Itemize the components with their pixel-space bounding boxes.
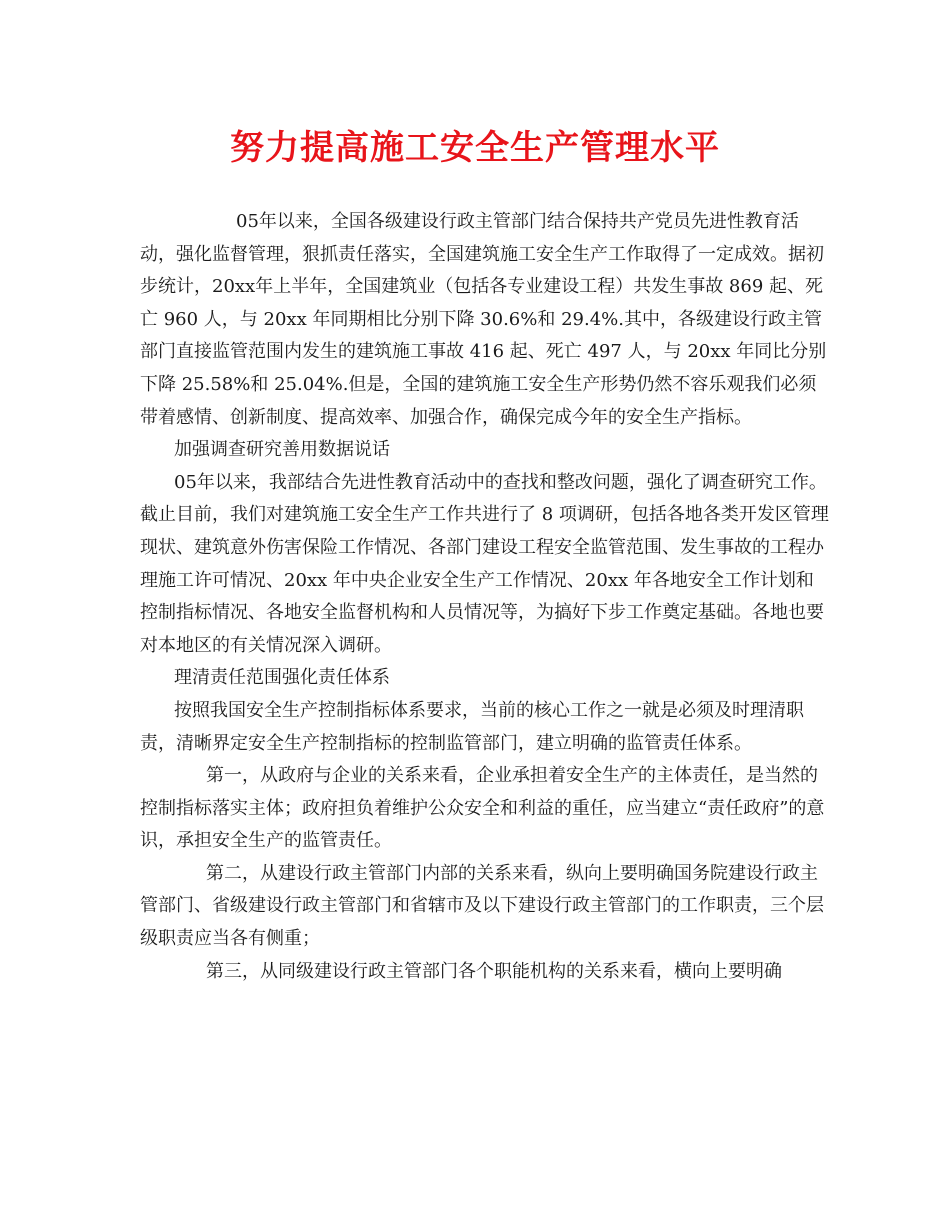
paragraph-third: 第三，从同级建设行政主管部门各个职能机构的关系来看，横向上要明确 [206, 960, 782, 982]
paragraph-first: 第一，从政府与企业的关系来看，企业承担着安全生产的主体责任，是当然的控制指标落实主体；政府担负着维护公众安全和利益的重任，应当建立“责任政府”的意识，承担安全生产的监管责任。 [140, 765, 825, 852]
document-title: 努力提高施工安全生产管理水平 [230, 128, 720, 168]
paragraph-second: 第二，从建设行政主管部门内部的关系来看，纵向上要明确国务院建设行政主管部门、省级建设行政主管部门和省辖市及以下建设行政主管部门的工作职责，三个层级职责应当各有侧重； [140, 862, 824, 950]
paragraph-intro: 05年以来，全国各级建设行政主管部门结合保持共产党员先进性教育活动，强化监督管理，狠抓责任落实，全国建筑施工安全生产工作取得了一定成效。据初步统计，20xx年上半年，全国建筑业（包括各专业建设工程）共发生事故 869 起、死亡 960 人，与 20xx 年同期相比分别下降 30.6%和 29.4%.其中，各级建设行政主管部门直接监管范围内发生的建筑施工事故 416 起、死亡 497 人，与 20xx 年同比分别下降 25.58%和 25.04%.但是，全国的建筑施工安全生产形势仍然不容乐观我们必须带着感情、创新制度、提高效率、加强合作，确保完成今年的安全生产指标。 [140, 211, 827, 428]
section-heading-research: 加强调查研究善用数据说话 [174, 439, 390, 461]
paragraph-responsibility: 按照我国安全生产控制指标体系要求，当前的核心工作之一就是必须及时理清职责，清晰界定安全生产控制指标的控制监管部门，建立明确的监管责任体系。 [140, 699, 804, 754]
section-heading-responsibility: 理清责任范围强化责任体系 [174, 667, 390, 689]
paragraph-research: 05年以来，我部结合先进性教育活动中的查找和整改问题，强化了调查研究工作。截止目前，我们对建筑施工安全生产工作共进行了 8 项调研，包括各地各类开发区管理现状、建筑意外伤害保险工作情况、各部门建设工程安全监管范围、发生事故的工程办理施工许可情况、20xx 年中央企业安全生产工作情况、20xx 年各地安全工作计划和控制指标情况、各地安全监督机构和人员情况等，为搞好下步工作奠定基础。各地也要对本地区的有关情况深入调研。 [140, 471, 829, 656]
document-body [140, 206, 830, 988]
